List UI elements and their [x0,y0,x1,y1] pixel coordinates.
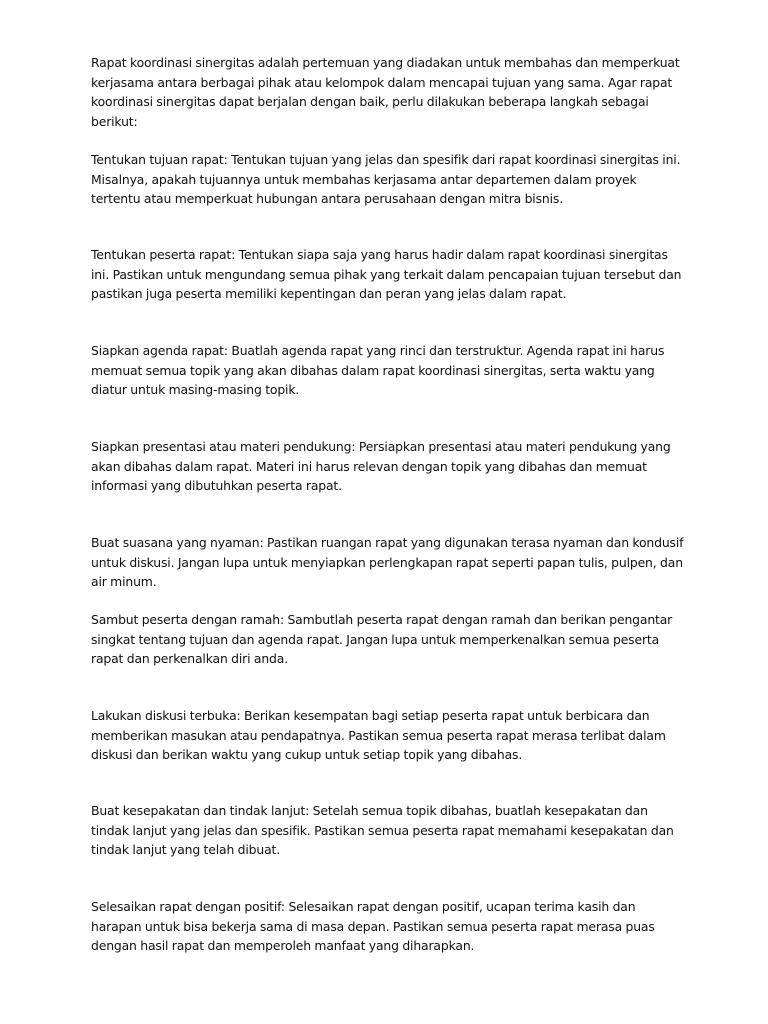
step-paragraph-kesepakatan: Buat kesepakatan dan tindak lanjut: Setelah semua topik dibahas, buatlah kesepakatan dan tindak lanjut yang jelas dan spesifik. Pastikan semua peserta rapat memahami kesepakatan dan tindak lanjut yang telah dibuat. [91,803,674,857]
step-paragraph-sambut-peserta: Sambut peserta dengan ramah: Sambutlah peserta rapat dengan ramah dan berikan pengantar singkat tentang tujuan dan agenda rapat. Jangan lupa untuk memperkenalkan semua peserta rapat dan perkenalkan diri anda. [91,612,673,666]
step-paragraph-siapkan-presentasi: Siapkan presentasi atau materi pendukung: Persiapkan presentasi atau materi pendukung yang akan dibahas dalam rapat. Materi ini harus relevan dengan topik yang dibahas dan memuat informasi yang dibutuhkan peserta rapat. [91,439,671,493]
step-paragraph-diskusi-terbuka: Lakukan diskusi terbuka: Berikan kesempatan bagi setiap peserta rapat untuk berbicara dan memberikan masukan atau pendapatnya. Pastikan semua peserta rapat merasa terlibat dalam diskusi dan berikan waktu yang cukup untuk setiap topik yang dibahas. [91,708,666,762]
intro-paragraph: Rapat koordinasi sinergitas adalah pertemuan yang diadakan untuk membahas dan memperkuat kerjasama antara berbagai pihak atau kelompok dalam mencapai tujuan yang sama. Agar rapat koordinasi sinergitas dapat berjalan dengan baik, perlu dilakukan beberapa langkah sebagai berikut: [91,55,680,129]
step-paragraph-tentukan-tujuan: Tentukan tujuan rapat: Tentukan tujuan yang jelas dan spesifik dari rapat koordinasi sinergitas ini. Misalnya, apakah tujuannya untuk membahas kerjasama antar departemen dalam proyek tertentu atau memperkuat hubungan antara perusahaan dengan mitra bisnis. [91,152,681,206]
step-paragraph-tentukan-peserta: Tentukan peserta rapat: Tentukan siapa saja yang harus hadir dalam rapat koordinasi sinergitas ini. Pastikan untuk mengundang semua pihak yang terkait dalam pencapaian tujuan tersebut dan pastikan juga peserta memiliki kepentingan dan peran yang jelas dalam rapat. [91,247,682,301]
step-paragraph-selesaikan-rapat: Selesaikan rapat dengan positif: Selesaikan rapat dengan positif, ucapan terima kasih dan harapan untuk bisa bekerja sama di masa depan. Pastikan semua peserta rapat merasa puas dengan hasil rapat dan memperoleh manfaat yang diharapkan. [91,899,655,953]
step-paragraph-suasana-nyaman: Buat suasana yang nyaman: Pastikan ruangan rapat yang digunakan terasa nyaman dan kondusif untuk diskusi. Jangan lupa untuk menyiapkan perlengkapan rapat seperti papan tulis, pulpen, dan air minum. [91,535,684,589]
step-paragraph-siapkan-agenda: Siapkan agenda rapat: Buatlah agenda rapat yang rinci dan terstruktur. Agenda rapat ini harus memuat semua topik yang akan dibahas dalam rapat koordinasi sinergitas, serta waktu yang diatur untuk masing-masing topik. [91,343,665,397]
